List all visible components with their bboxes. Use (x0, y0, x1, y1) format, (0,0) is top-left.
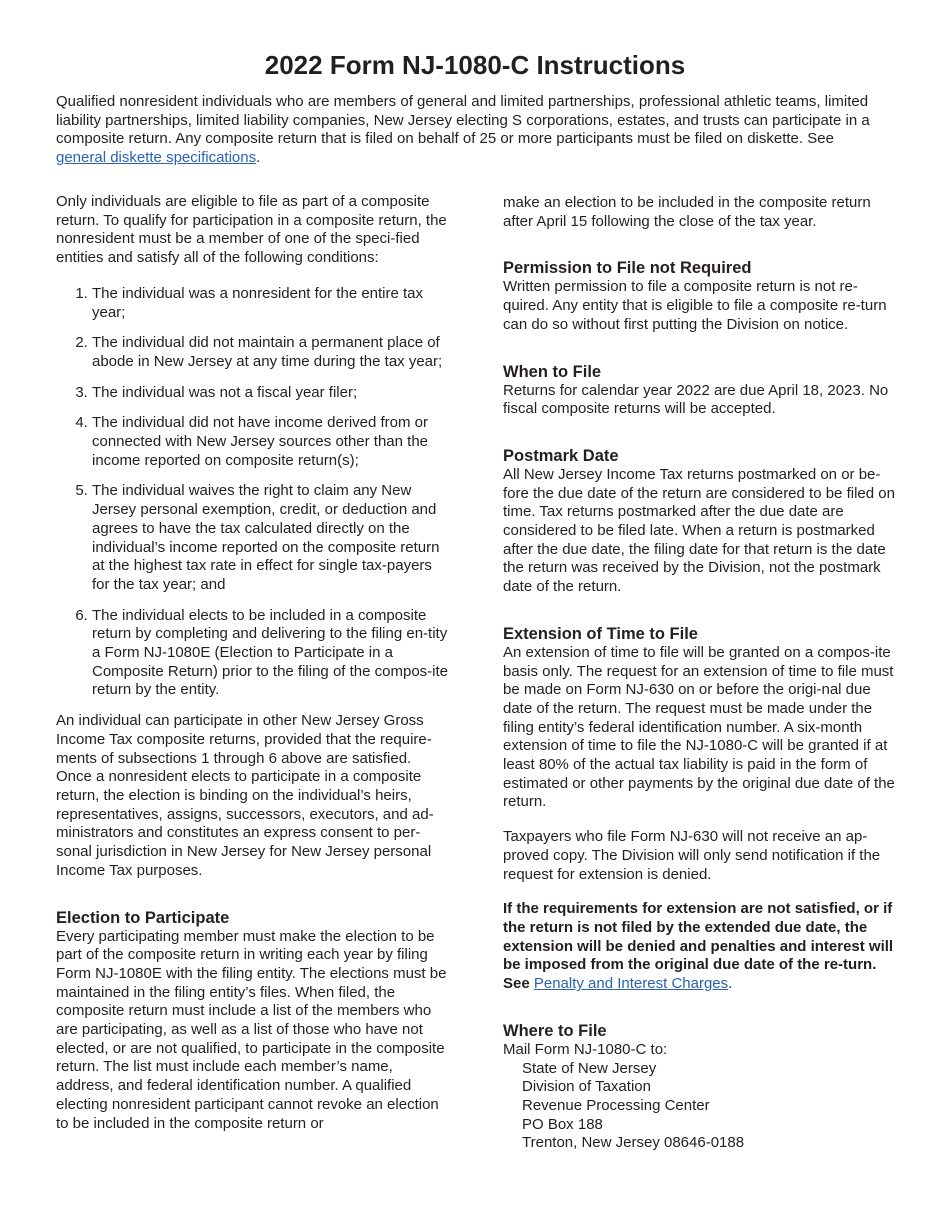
left-column (56, 193, 449, 1133)
when-to-file-paragraph: Returns for calendar year 2022 are due April 18, 2023. No fiscal composite returns will be accepted. (503, 381, 889, 418)
address-line: Division of Taxation (522, 1078, 651, 1096)
postmark-paragraph: All New Jersey Income Tax returns postmarked on or be-fore the due date of the return are considered to be filed on time. Tax returns postmarked after the due date are considered to be filed late. When a return is postmarked after the due date, the filing date for that return is the date the return was received by the Division, not the postmark date of the return. (503, 465, 895, 596)
where-to-file-intro: Mail Form NJ-1080-C to: (503, 1040, 668, 1058)
warning-suffix: . (728, 975, 733, 993)
warning-text: If the requirements for extension are not satisfied, or if the return is not filed by the extended due date, the extension will be denied and penalties and interest will be imposed from the original due date of the re-turn. See (503, 900, 894, 993)
election-heading: Election to Participate (56, 908, 230, 927)
eligibility-paragraph: Only individuals are eligible to file as part of a composite return. To qualify for participation in a composite return, the nonresident must be a member of one of the speci-fied entities and satisfy all of the following conditions: (56, 193, 447, 267)
intro-paragraph (56, 93, 886, 168)
participation-paragraph: An individual can participate in other New Jersey Gross Income Tax composite returns, provided that the require-ments of subsections 1 through 6 above are satisfied. Once a nonresident elects to participate in a composite return, the election is binding on the individual’s heirs, representatives, assigns, successors, executors, and ad-ministrators and constitutes an express consent to per-sonal jurisdiction in New Jersey for New Jersey personal Income Tax purposes. (56, 712, 434, 879)
condition-item: 2. The individual did not maintain a permanent place of abode in New Jersey at any time during the tax year; (92, 334, 449, 371)
postmark-heading: Postmark Date (503, 446, 619, 465)
page-title: 2022 Form NJ-1080-C Instructions (264, 50, 686, 80)
extension-note-paragraph: Taxpayers who file Form NJ-630 will not receive an ap-proved copy. The Division will only send notification if the request for extension is denied. (503, 828, 881, 883)
extension-paragraph: An extension of time to file will be granted on a compos-ite basis only. The request for an extension of time to file must be made on Form NJ-630 on or before the origi-nal due date of the return. The request must be made under the filing entity’s federal identification number. A six-month extension of time to file the NJ-1080-C will be granted if at least 80% of the actual tax liability is paid in the form of estimated or other payments by the original due date of the return. (503, 643, 895, 811)
address-line: Trenton, New Jersey 08646-0188 (522, 1134, 745, 1152)
diskette-specifications-link[interactable]: general diskette specifications (56, 149, 257, 167)
permission-heading: Permission to File not Required (503, 259, 752, 278)
election-paragraph: Every participating member must make the election to be part of the composite return in writing each year by filing Form NJ-1080E with the filing entity. The elections must be maintained in the filing entity’s files. When filed, the composite return must include a list of the members who are participating, as well as a list of those who have not elected, or are not qualified, to participate in the composite return. The list must include each member’s name, address, and federal identification number. A qualified electing nonresident participant cannot revoke an election to be included in the composite return or (56, 927, 447, 1132)
permission-paragraph: Written permission to file a composite return is not re-quired. Any entity that is eligible to file a composite re-turn can do so without first putting the Division on notice. (503, 278, 887, 333)
extension-warning-paragraph (503, 900, 895, 994)
address-line: State of New Jersey (522, 1059, 657, 1077)
address-line: PO Box 188 (522, 1115, 603, 1133)
penalty-interest-link[interactable]: Penalty and Interest Charges (533, 975, 729, 993)
condition-item: 1. The individual was a nonresident for the entire tax year; (92, 285, 449, 322)
address-line: Revenue Processing Center (522, 1096, 710, 1114)
condition-item: 6. The individual elects to be included in a composite return by completing and delivering to the filing en-tity a Form NJ-1080E (Election to Participate in a Composite Return) prior to the filing of the compos-ite return by the entity. (92, 607, 449, 701)
condition-item: 5. The individual waives the right to claim any New Jersey personal exemption, credit, or deduction and agrees to have the tax calculated directly on the individual’s income reported on the composite return at the highest tax rate in effect for single tax-payers for the tax year; and (92, 482, 449, 594)
intro-suffix: . (256, 149, 261, 167)
election-continued-paragraph: make an election to be included in the composite return after April 15 following the close of the tax year. (503, 194, 871, 230)
condition-item: 3. The individual was not a fiscal year filer; (92, 384, 449, 403)
mailing-address (503, 1060, 895, 1154)
right-column (503, 194, 895, 1153)
conditions-list (56, 285, 449, 700)
intro-text: Qualified nonresident individuals who are members of general and limited partnerships, professional athletic teams, limited liability partnerships, limited liability companies, New Jersey electing S corporations, estates, and trusts can participate in a composite return. Any composite return that is filed on behalf of 25 or more participants must be filed on diskette. See (56, 93, 870, 148)
extension-heading: Extension of Time to File (503, 624, 698, 643)
where-to-file-heading: Where to File (503, 1021, 607, 1040)
when-to-file-heading: When to File (503, 362, 602, 381)
condition-item: 4. The individual did not have income derived from or connected with New Jersey sources other than the income reported on composite return(s); (92, 414, 449, 470)
